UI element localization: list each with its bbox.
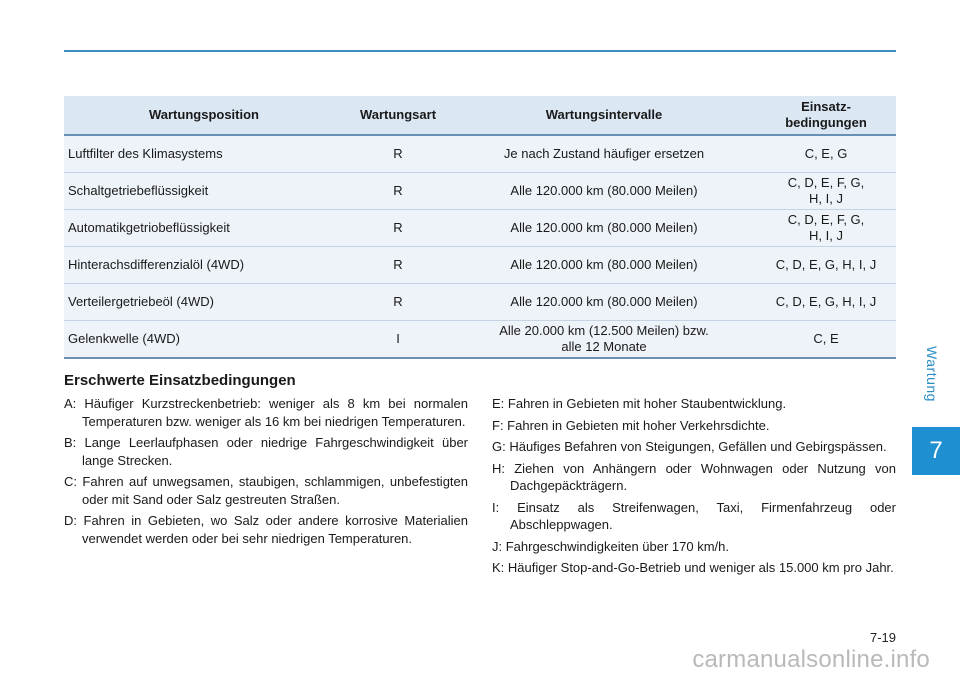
table-row bbox=[64, 135, 896, 173]
condition-item: D: Fahren in Gebieten, wo Salz oder andere korrosive Materialien verwendet werden oder bei sehr niedrigen Temperaturen. bbox=[64, 513, 468, 546]
condition-item: E: Fahren in Gebieten mit hoher Staubentwicklung. bbox=[492, 396, 787, 411]
col-header-type bbox=[344, 96, 452, 135]
chapter-number-badge: 7 bbox=[912, 427, 960, 475]
condition-item: C: Fahren auf unwegsamen, staubigen, schlammigen, unbefestigten oder mit Sand oder Salz gestreuten Straßen. bbox=[64, 474, 468, 507]
col-header-conditions-text: Einsatz- bedingungen bbox=[785, 99, 867, 130]
conditions-left-column bbox=[64, 395, 468, 551]
table-cell: R bbox=[344, 210, 452, 247]
conditions-right-column bbox=[492, 395, 896, 581]
table-cell: R bbox=[344, 247, 452, 284]
table-cell: C, D, E, G, H, I, J bbox=[756, 284, 896, 321]
table-cell: C, D, E, F, G, H, I, J bbox=[756, 210, 896, 247]
condition-item: K: Häufiger Stop-and-Go-Betrieb und weniger als 15.000 km pro Jahr. bbox=[492, 560, 894, 575]
chapter-side-label-text: Wartung bbox=[924, 346, 941, 402]
col-header-interval bbox=[452, 96, 756, 135]
table-row bbox=[64, 284, 896, 321]
table-cell: R bbox=[344, 173, 452, 210]
chapter-side-label bbox=[909, 334, 955, 414]
condition-item: J: Fahrgeschwindigkeiten über 170 km/h. bbox=[492, 538, 730, 554]
table-row bbox=[64, 173, 896, 210]
table-cell: Alle 20.000 km (12.500 Meilen) bzw. alle 12 Monate bbox=[452, 321, 756, 359]
table-row bbox=[64, 321, 896, 359]
condition-item: I: Einsatz als Streifenwagen, Taxi, Firmenfahrzeug oder Abschleppwagen. bbox=[492, 499, 896, 532]
watermark-text: carmanualsonline.info bbox=[692, 646, 930, 673]
header-rule bbox=[64, 50, 896, 52]
table-cell: Schaltgetriebeflüssigkeit bbox=[64, 173, 344, 210]
section-title: Erschwerte Einsatzbedingungen bbox=[64, 372, 296, 389]
table-cell: Je nach Zustand häufiger ersetzen bbox=[452, 135, 756, 173]
table-cell: R bbox=[344, 135, 452, 173]
condition-item: A: Häufiger Kurzstreckenbetrieb: weniger als 8 km bei normalen Temperaturen bzw. weniger als 16 km bei niedrigen Temperaturen. bbox=[64, 396, 468, 429]
condition-item: G: Häufiges Befahren von Steigungen, Gefällen und Gebirgspässen. bbox=[492, 439, 887, 454]
table-cell: I bbox=[344, 321, 452, 359]
table-cell: C, D, E, F, G, H, I, J bbox=[756, 173, 896, 210]
table-cell: C, D, E, G, H, I, J bbox=[756, 247, 896, 284]
table-cell: Automatikgetriobeflüssigkeit bbox=[64, 210, 344, 247]
col-header-interval-text: Wartungsintervalle bbox=[545, 107, 663, 122]
col-header-type-text: Wartungsart bbox=[359, 107, 437, 122]
col-header-position bbox=[64, 96, 344, 135]
table-cell: R bbox=[344, 284, 452, 321]
table-cell: Gelenkwelle (4WD) bbox=[64, 321, 344, 359]
table-cell: Verteilergetriebeöl (4WD) bbox=[64, 284, 344, 321]
col-header-conditions bbox=[756, 96, 896, 135]
maintenance-table bbox=[64, 96, 896, 359]
table-cell: Alle 120.000 km (80.000 Meilen) bbox=[452, 284, 756, 321]
table-cell: Alle 120.000 km (80.000 Meilen) bbox=[452, 247, 756, 284]
table-cell: C, E, G bbox=[756, 135, 896, 173]
table-cell: C, E bbox=[756, 321, 896, 359]
page-number: 7-19 bbox=[869, 630, 896, 645]
table-row bbox=[64, 210, 896, 247]
table-cell: Hinterachsdifferenzialöl (4WD) bbox=[64, 247, 344, 284]
condition-item: B: Lange Leerlaufphasen oder niedrige Fahrgeschwindigkeit über lange Strecken. bbox=[64, 435, 468, 468]
table-header-row bbox=[64, 96, 896, 135]
col-header-position-text: Wartungsposition bbox=[148, 107, 259, 122]
condition-item: F: Fahren in Gebieten mit hoher Verkehrsdichte. bbox=[492, 417, 770, 433]
condition-item: H: Ziehen von Anhängern oder Wohnwagen oder Nutzung von Dachgepäckträgern. bbox=[492, 460, 896, 493]
table-cell: Luftfilter des Klimasystems bbox=[64, 135, 344, 173]
table-cell: Alle 120.000 km (80.000 Meilen) bbox=[452, 210, 756, 247]
table-row bbox=[64, 247, 896, 284]
table-cell: Alle 120.000 km (80.000 Meilen) bbox=[452, 173, 756, 210]
